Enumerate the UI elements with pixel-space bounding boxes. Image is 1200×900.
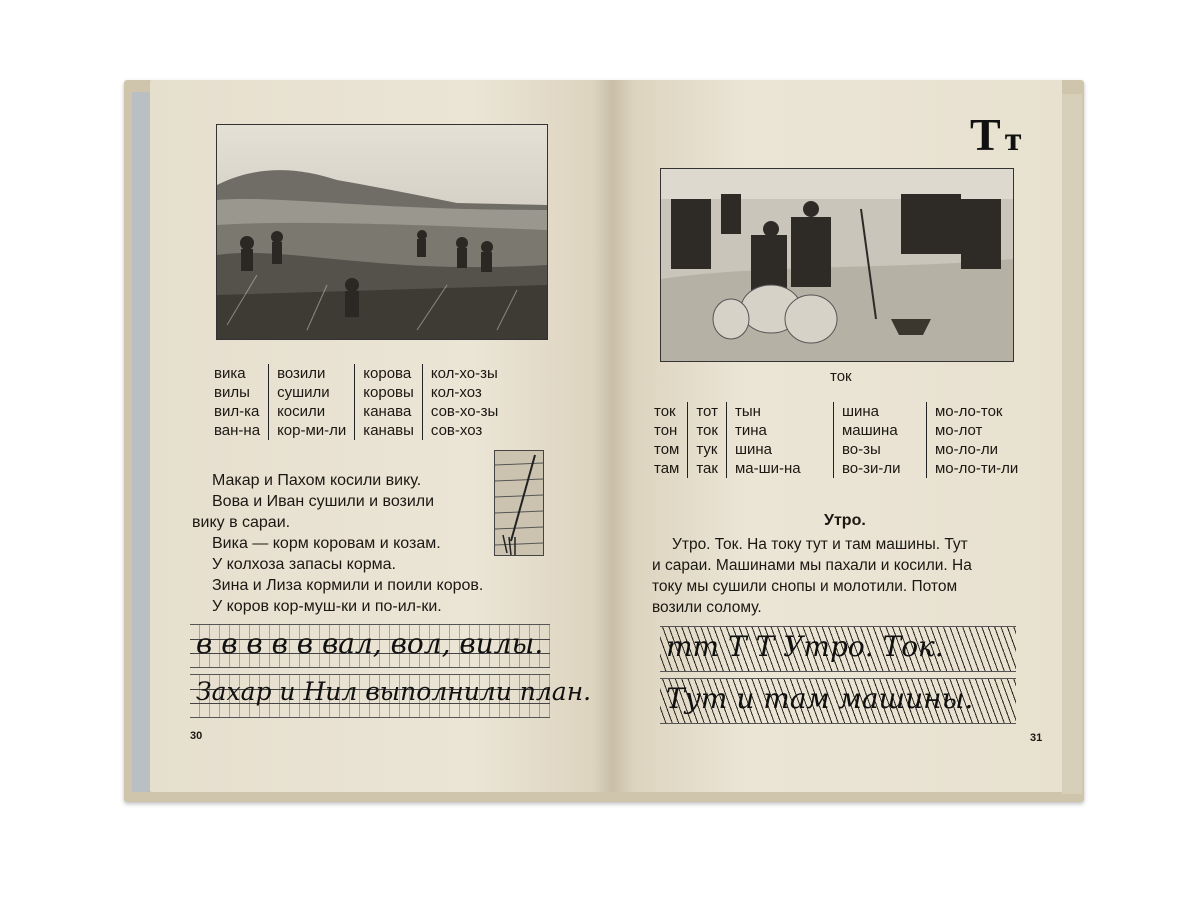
story-line: и сараи. Машинами мы пахали и косили. На <box>652 557 972 574</box>
cover-edge-right <box>1062 94 1082 794</box>
threshing-floor-photo <box>660 168 1014 362</box>
left-story <box>192 470 483 617</box>
barn-pitchfork-illustration <box>494 450 544 556</box>
right-page <box>612 80 1062 792</box>
story-line: Макар и Пахом косили вику. <box>212 472 422 489</box>
word: тина <box>734 422 767 439</box>
handwriting-band-2 <box>190 674 592 718</box>
word: косили <box>277 403 326 420</box>
word: тын <box>734 403 761 420</box>
left-page <box>150 80 612 792</box>
story-heading: Утро. <box>824 512 866 529</box>
story-line: У колхоза запасы корма. <box>212 556 396 573</box>
word: кол-хоз <box>430 384 482 401</box>
word: ма-ши-на <box>734 460 801 477</box>
letter-lower: т <box>1004 121 1022 158</box>
word: тон <box>654 422 678 439</box>
word-column <box>214 364 268 440</box>
word: канавы <box>363 422 414 439</box>
word-column <box>926 402 1026 478</box>
letter-heading <box>970 108 1021 161</box>
word: во-зы <box>841 441 881 458</box>
word: тот <box>696 403 718 420</box>
word: том <box>654 441 680 458</box>
script-line: тт Т Т Утро. Ток. <box>666 630 944 663</box>
word: кор-ми-ли <box>277 422 347 439</box>
word-column <box>422 364 506 440</box>
letter-upper: Т <box>970 109 1001 160</box>
word: вилы <box>214 384 250 401</box>
word: мо-ло-ток <box>934 403 1003 420</box>
word-column <box>654 402 687 478</box>
word: мо-ло-ти-ли <box>934 460 1019 477</box>
page-number: 30 <box>190 730 203 742</box>
word: коровы <box>363 384 414 401</box>
word: мо-ло-ли <box>934 441 999 458</box>
word: шина <box>734 441 773 458</box>
word: ван-на <box>214 422 261 439</box>
word: сов-хоз <box>430 422 483 439</box>
word: корова <box>363 365 412 382</box>
word-column <box>268 364 354 440</box>
word: во-зи-ли <box>841 460 901 477</box>
word-column <box>726 402 833 478</box>
word: там <box>654 460 680 477</box>
left-word-table <box>214 364 506 440</box>
word: сушили <box>277 384 330 401</box>
page-number: 31 <box>1030 732 1043 744</box>
word-column <box>354 364 422 440</box>
word: канава <box>363 403 412 420</box>
story-line: Зина и Лиза кормили и поили коров. <box>212 577 484 594</box>
story-line: Утро. Ток. На току тут и там машины. Тут <box>672 536 968 553</box>
right-word-table <box>654 402 1026 478</box>
handwriting-band-2 <box>660 678 1016 724</box>
photo-caption: ток <box>830 368 852 385</box>
word: тук <box>696 441 718 458</box>
story-line: У коров кор-муш-ки и по-ил-ки. <box>212 598 442 615</box>
word: возили <box>277 365 326 382</box>
open-book <box>124 72 1088 810</box>
story-line: Вова и Иван сушили и возили <box>212 493 435 510</box>
story-line: вику в сараи. <box>192 514 291 531</box>
story-line: току мы сушили снопы и молотили. Потом <box>652 578 958 595</box>
word: вика <box>214 365 246 382</box>
right-story <box>652 534 972 618</box>
word: вил-ка <box>214 403 260 420</box>
script-line: Захар и Нил выполнили план. <box>196 677 592 706</box>
word: шина <box>841 403 880 420</box>
word-column <box>833 402 926 478</box>
script-line: Тут и там машины. <box>666 682 974 715</box>
word: ток <box>654 403 676 420</box>
word: так <box>696 460 718 477</box>
handwriting-band-1 <box>660 626 1016 672</box>
story-line: возили солому. <box>652 599 762 616</box>
story-line: Вика — корм коровам и козам. <box>212 535 441 552</box>
word: сов-хо-зы <box>430 403 499 420</box>
word: мо-лот <box>934 422 983 439</box>
handwriting-band-1 <box>190 624 550 668</box>
word: машина <box>841 422 898 439</box>
script-line: в в в в в вал, вол, вилы. <box>196 627 544 660</box>
word-column <box>687 402 726 478</box>
harvest-field-photo <box>216 124 548 340</box>
word: кол-хо-зы <box>430 365 498 382</box>
word: ток <box>696 422 718 439</box>
